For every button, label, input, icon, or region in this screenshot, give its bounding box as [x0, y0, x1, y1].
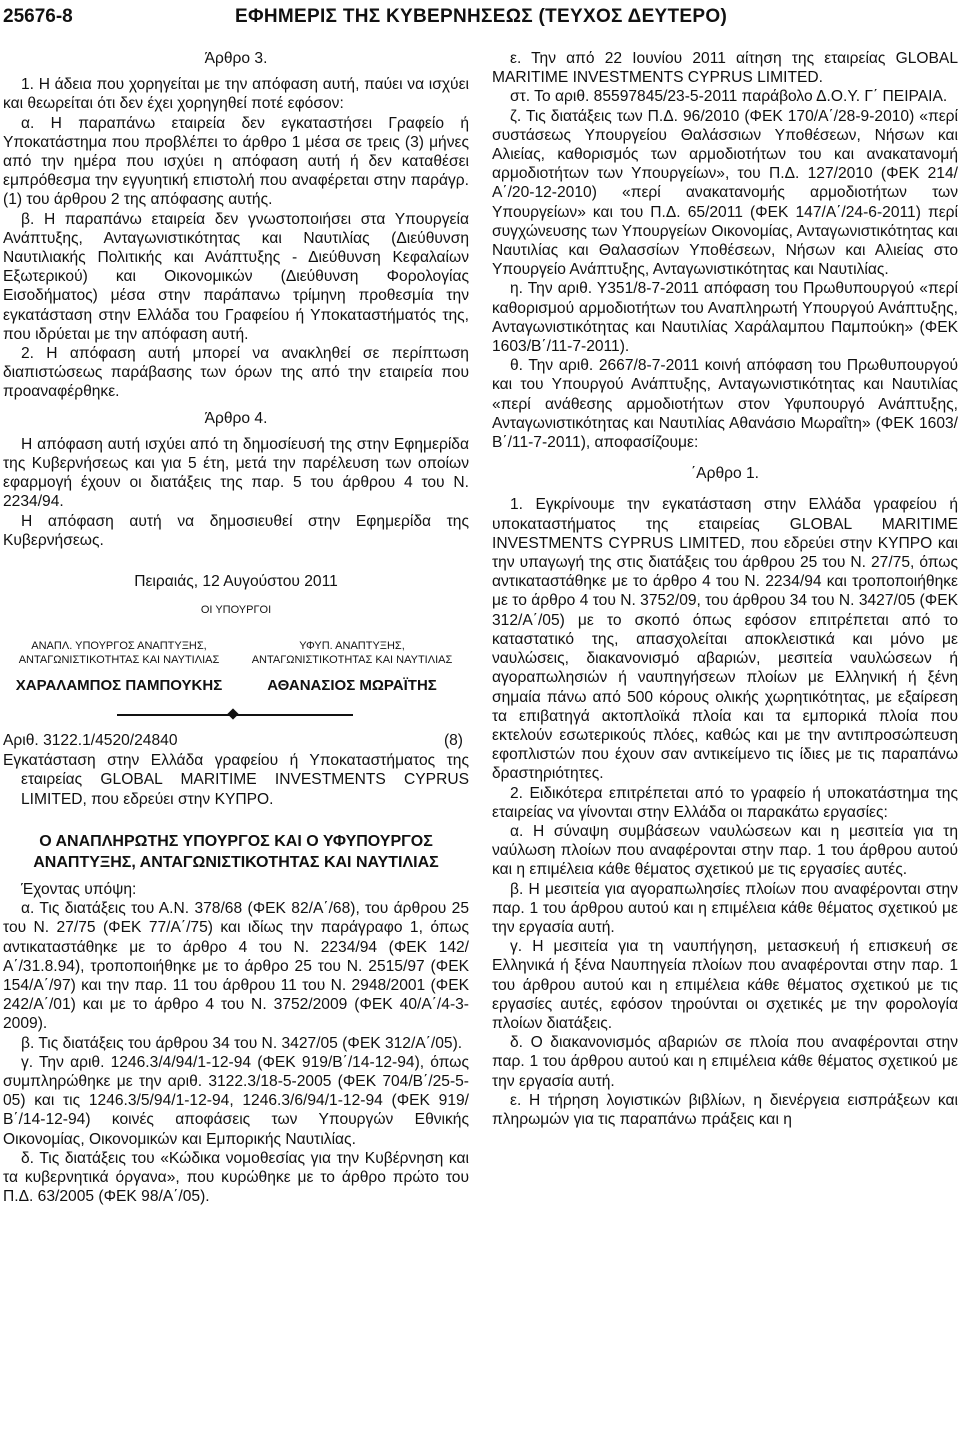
minister-left-title: ΑΝΑΠΛ. ΥΠΟΥΡΓΟΣ ΑΝΑΠΤΥΞΗΣ, ΑΝΤΑΓΩΝΙΣΤΙΚΟΤΗΤΑΣ ΚΑΙ ΝΑΥΤΙΛΙΑΣ — [18, 640, 220, 667]
paragraph: 1. Η άδεια που χορηγείται με την απόφαση αυτή, παύει να ισχύει και θεωρείται ότι δεν έχει χορηγηθεί ποτέ εφόσον: — [3, 76, 469, 113]
paragraph: 2. Η απόφαση αυτή μπορεί να ανακληθεί σε περίπτωση διαπιστώσεως παράβασης των όρων της από την εταιρεία που προαναφέρθηκε. — [3, 345, 469, 401]
right-column — [492, 49, 958, 1129]
divider-diamond-icon — [227, 709, 238, 720]
consideration: α. Τις διατάξεις του Α.Ν. 378/68 (ΦΕΚ 82/Α΄/68), του άρθρου 25 του Ν. 27/75 (ΦΕΚ 77/Α΄/75) και ιδίως την παράγραφο 1, όπως αντικαταστάθηκε με το άρθρο 4 του Ν. 2234/94 (ΦΕΚ 142/Α΄/31.8.94), τροποποιήθηκε με το άρθρο 25 του Ν. 2515/97 (ΦΕΚ 154/Α΄/97) και την παρ. 11 του άρθρου 11 του Ν. 2948/2001 (ΦΕΚ 242/Α΄/01) και με το άρθρο 4 του Ν. 3752/2009 (ΦΕΚ 40/Α΄/4-3-2009). — [3, 900, 469, 1033]
consideration: ε. Την από 22 Ιουνίου 2011 αίτηση της εταιρείας GLOBAL MARITIME INVESTMENTS CYPRUS LIMITED. — [492, 50, 958, 87]
page-header — [0, 0, 960, 40]
decision-line — [3, 731, 469, 751]
paragraph: β. Η παραπάνω εταιρεία δεν γνωστοποιήσει στα Υπουργεία Ανάπτυξης, Ανταγωνιστικότητας και Ναυτιλίας (Διεύθυνση Ναυτιλιακής Πολιτικής και Ανάπτυξης - Διεύθυνση Κεφαλαίων Εξωτερικού) και Οικονομικών (Διεύθυνση Φορολογίας Εισοδήματος) μέσα στην παράπανω τρίμηνη προθεσμία την εγκατάσταση στην Ελλάδα του Γραφείου ή Υποκαταστήματός της, που ιδρύεται με την απόφαση αυτή. — [3, 210, 469, 343]
paragraph: Η απόφαση αυτή να δημοσιευθεί στην Εφημερίδα της Κυβερνήσεως. — [3, 512, 469, 549]
article-3-heading: Άρθρο 3. — [204, 50, 268, 67]
paragraph: δ. Ο διακανονισμός αβαριών σε πλοία που αναφέρονται στην παρ. 1 του άρθρου αυτού και η επιμέλεια κάθε θέματος σχετικού με την εργασία αυτή. — [492, 1034, 958, 1090]
signature-block — [3, 639, 469, 731]
consideration: β. Τις διατάξεις του άρθρου 34 του Ν. 3427/05 (ΦΕΚ 312/Α΄/05). — [21, 1034, 463, 1052]
consideration: ζ. Τις διατάξεις των Π.Δ. 96/2010 (ΦΕΚ 170/Α΄/28-9-2010) «περί συστάσεως Υπουργείου Θαλάσσιων Υποθέσεων, Νήσων και Αλιείας, καθορισμός των αρμοδιοτήτων του και ανακατανομή αρμοδιοτήτων των Υπουργείων», του Π.Δ. 127/2010 (ΦΕΚ 214/Α΄/20-12-2010) «περί ανακατανομής αρμοδιοτήτων των Υπουργείων» και του Π.Δ. 65/2011 (ΦΕΚ 147/Α΄/24-6-2011) περί συγχώνευσης των Υπουργείων Οικονομίας, Ανταγωνιστικότητας και Ναυτιλίας και Θαλασσίων Υποθέσεων, Νήσων και Αλιείας στο Υπουργείο Ανάπτυξης, Ανταγωνιστικότητας και Ναυτιλίας. — [492, 107, 958, 279]
decision-title: Εγκατάσταση στην Ελλάδα γραφείου ή Υποκαταστήματος της εταιρείας GLOBAL MARITIME INVESTMENTS CYPRUS LIMITED, που εδρεύει στην ΚΥΠΡΟ. — [3, 752, 469, 808]
paragraph: α. Η παραπάνω εταιρεία δεν εγκαταστήσει Γραφείο ή Υποκατάστημα που προβλέπει το άρθρο 1 μέσα σε τρεις (3) μήνες από την ημέρα που ισχύει η απόφαση αυτή ή δεν καταθέσει εμπρόθεσμα την εγγυητική επιστολή που αναφέρεται στην παράγρ. (1) του άρθρου 2 της απόφασης αυτής. — [3, 114, 469, 209]
page-number: 25676-8 — [3, 6, 73, 27]
consideration: δ. Τις διατάξεις του «Κώδικα νομοθεσίας για την Κυβέρνηση και τα κυβερνητικά όργανα», που κυρώθηκε με το άρθρο πρώτο του Π.Δ. 63/2005 (ΦΕΚ 98/Α΄/05). — [3, 1149, 469, 1206]
paragraph: ε. Η τήρηση λογιστικών βιβλίων, η διενέργεια εισπράξεων και πληρωμών για τις παραπάνω πράξεις και η — [492, 1091, 958, 1128]
paragraph: β. Η μεσιτεία για αγοραπωλησίες πλοίων που αναφέρονται στην παρ. 1 του άρθρου αυτού και η επιμέλεια κάθε θέματος σχετικού με την εργασία αυτή. — [492, 880, 958, 936]
consideration: η. Την αριθ. Υ351/8-7-2011 απόφαση του Πρωθυπουργού «περί καθορισμού αρμοδιοτήτων του Αναπληρωτή Υπουργού Ανάπτυξης, Ανταγωνιστικότητας και Ναυτιλίας Χαράλαμπου Παμπούκη» (ΦΕΚ 1603/Β΄/11-7-2011). — [492, 280, 958, 356]
minister-left-name: ΧΑΡΑΛΑΜΠΟΣ ΠΑΜΠΟΥΚΗΣ — [15, 677, 223, 695]
authority-heading: Ο ΑΝΑΠΛΗΡΩΤΗΣ ΥΠΟΥΡΓΟΣ ΚΑΙ Ο ΥΦΥΠΟΥΡΓΟΣ ΑΝΑΠΤΥΞΗΣ, ΑΝΤΑΓΩΝΙΣΤΙΚΟΤΗΤΑΣ ΚΑΙ ΝΑΥΤΙΛΙΑΣ — [33, 832, 439, 871]
minister-right-title: ΥΦΥΠ. ΑΝΑΠΤΥΞΗΣ, ΑΝΤΑΓΩΝΙΣΤΙΚΟΤΗΤΑΣ ΚΑΙ ΝΑΥΤΙΛΙΑΣ — [251, 640, 453, 667]
paragraph: α. Η σύναψη συμβάσεων ναυλώσεων και η μεσιτεία για τη ναύλωση πλοίων που αναφέρονται στην παρ. 1 του άρθρου αυτού και η επιμέλεια κάθε θέματος σχετικού με τις εργασίες αυτές. — [492, 822, 958, 879]
paragraph: Η απόφαση αυτή ισχύει από τη δημοσίευσή της στην Εφημερίδα της Κυβερνήσεως και για 5 έτη, μετά την παρέλευση των οποίων εφαρμογή έχουν οι διατάξεις της παρ. 5 του άρθρου 4 του Ν. 2234/94. — [3, 435, 469, 511]
article-4-heading: Άρθρο 4. — [204, 409, 268, 427]
decision-number: Αριθ. 3122.1/4520/24840 — [3, 732, 178, 750]
consideration: γ. Την αριθ. 1246.3/4/94/1-12-94 (ΦΕΚ 919/Β΄/14-12-94), όπως συμπληρώθηκε με την αριθ. 3122.3/18-5-2005 (ΦΕΚ 704/Β΄/25-5-05) και τις 1246.3/5/94/1-12-94, 1246.3/6/94/1-12-94 (ΦΕΚ 919/Β΄/14-12-94) κοινές αποφάσεις των Υπουργών Εθνικής Οικονομίας, Οικονομικών και Εμπορικής Ναυτιλίας. — [3, 1053, 469, 1148]
consideration: στ. Το αριθ. 85597845/23-5-2011 παράβολο Δ.Ο.Υ. Γ΄ ΠΕΙΡΑΙΑ. — [510, 88, 948, 106]
minister-right-name: ΑΘΑΝΑΣΙΟΣ ΜΩΡΑΪΤΗΣ — [267, 677, 437, 695]
gazette-title: ΕΦΗΜΕΡΙΣ ΤΗΣ ΚΥΒΕΡΝΗΣΕΩΣ (ΤΕΥΧΟΣ ΔΕΥΤΕΡΟ) — [235, 6, 728, 27]
paragraph: 1. Εγκρίνουμε την εγκατάσταση στην Ελλάδα γραφείου ή υποκαταστήματος της εταιρείας GLOBAL MARITIME INVESTMENTS CYPRUS LIMITED, που εδρεύει στην ΚΥΠΡΟ και την υπαγωγή της στις διατάξεις του άρθρου 25 του Ν. 27/75, όπως αντικαταστάθηκε με το άρθρο 4 του Ν. 2234/94 και τροποποιήθηκε με το άρθρο 4 του Ν. 3752/09, του άρθρου 34 του Ν. 3427/05 (ΦΕΚ 312/Α΄/05) με το σκοπό όπως εφόσον επιτρέπεται από το καταστατικό της, απασχολείται αποκλειστικά και μόνο με ναυλώσεις, διακανονισμό αβαριών, μεσιτεία ναυλώσεων ή αγοραπωλησιών ή ναυπηγήσεων πλοίων με Ελληνική ή ξένη σημαία πάνω από 500 κόρους ολικής χωρητικότητας, με εξαίρεση τα επιβατηγά ακτοπλοϊκά πλοία και τα εμπορικά πλοία που εκτελούν εσωτερικούς πλόες, καθώς και με την αντιπροσώπευση εφοπλιστών που έχουν σαν αντικείμενο τις ίδιες με τις παραπάνω δραστηριότητες. — [492, 496, 958, 783]
consideration: θ. Την αριθ. 2667/8-7-2011 κοινή απόφαση του Πρωθυπουργού και του Υπουργού Ανάπτυξης, Ανταγωνιστικότητας και Ναυτιλίας «περί ανάθεσης αρμοδιοτήτων στον Υφυπουργό Ανάπτυξης, Ανταγωνιστικότητας και Ναυτιλίας Αθανάσιο Μωραΐτη» (ΦΕΚ 1603/Β΄/11-7-2011), αποφασίζουμε: — [492, 357, 958, 452]
place-date: Πειραιάς, 12 Αυγούστου 2011 — [134, 573, 338, 591]
left-column — [3, 49, 469, 1206]
decision-ref: (8) — [443, 732, 463, 750]
having-regard: Έχοντας υπόψη: — [21, 880, 137, 898]
paragraph: γ. Η μεσιτεία για τη ναυπήγηση, μετασκευή ή επισκευή σε Ελληνικά ή ξένα Ναυπηγεία πλοίων που αναφέρονται στην παρ. 1 του άρθρου αυτού και η επιμέλεια κάθε θέματος σχετικού με τις εργασίες αυτές, εφόσον τηρούνται οι σχετικές με την φορολογία πλοίων διατάξεις. — [492, 938, 958, 1032]
ministers-label: ΟΙ ΥΠΟΥΡΓΟΙ — [200, 604, 272, 617]
article-1-heading: ΄Αρθρο 1. — [690, 465, 760, 483]
paragraph: 2. Ειδικότερα επιτρέπεται από το γραφείο ή υποκατάστημα της εταιρείας να γίνονται στην Ελλάδα οι παρακάτω εργασίες: — [492, 784, 958, 821]
